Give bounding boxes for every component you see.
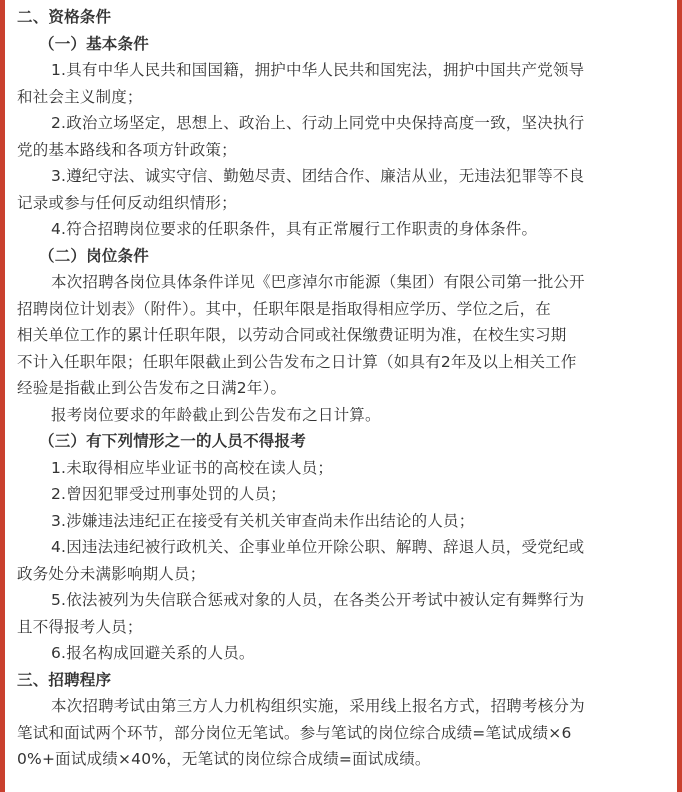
paragraph-line: 经验是指截止到公告发布之日满2年）。	[17, 379, 287, 397]
paragraph-line: 2.政治立场坚定，思想上、政治上、行动上同党中央保持高度一致，坚决执行	[51, 114, 585, 132]
subsection-heading-basic: （一）基本条件	[39, 34, 149, 53]
subsection-heading-exclusions: （三）有下列情形之一的人员不得报考	[39, 432, 306, 450]
paragraph-line: 4.因违法违纪被行政机关、企事业单位开除公职、解聘、辞退人员，受党纪或	[51, 538, 585, 556]
paragraph-line: 5.依法被列为失信联合惩戒对象的人员，在各类公开考试中被认定有舞弊行为	[51, 591, 585, 609]
paragraph-line: 记录或参与任何反动组织情形；	[17, 193, 237, 212]
paragraph-line: 1.具有中华人民共和国国籍，拥护中华人民共和国宪法，拥护中国共产党领导	[51, 61, 585, 79]
paragraph-line: 1.未取得相应毕业证书的高校在读人员；	[51, 458, 334, 477]
paragraph-line: 和社会主义制度；	[17, 87, 143, 106]
paragraph-line: 不计入任职年限；任职年限截止到公告发布之日计算（如具有2年及以上相关工作	[17, 352, 577, 371]
section-heading-qualifications: 二、资格条件	[17, 8, 112, 26]
paragraph-line: 招聘岗位计划表》（附件）。其中，任职年限是指取得相应学历、学位之后，在	[17, 299, 552, 318]
paragraph-line: 且不得报考人员；	[17, 617, 143, 636]
paragraph-line: 本次招聘各岗位具体条件详见《巴彦淖尔市能源（集团）有限公司第一批公开	[51, 273, 585, 291]
paragraph-line: 0%+面试成绩×40%，无笔试的岗位综合成绩=面试成绩。	[17, 750, 431, 768]
paragraph-line: 3.涉嫌违法违纪正在接受有关机关审查尚未作出结论的人员；	[51, 511, 475, 530]
section-heading-procedure: 三、招聘程序	[17, 670, 112, 689]
paragraph-line: 政务处分未满影响期人员；	[17, 564, 206, 583]
paragraph-line: 2.曾因犯罪受过刑事处罚的人员；	[51, 485, 286, 503]
subsection-heading-position: （二）岗位条件	[39, 246, 149, 265]
document-body	[17, 0, 665, 773]
paragraph-line: 6.报名构成回避关系的人员。	[51, 644, 255, 662]
paragraph-line: 报考岗位要求的年龄截止到公告发布之日计算。	[51, 405, 381, 424]
paragraph-line: 相关单位工作的累计任职年限，以劳动合同或社保缴费证明为准，在校生实习期	[17, 326, 567, 344]
paragraph-line: 本次招聘考试由第三方人力机构组织实施，采用线上报名方式，招聘考核分为	[51, 697, 585, 715]
paragraph-line: 4.符合招聘岗位要求的任职条件，具有正常履行工作职责的身体条件。	[51, 220, 538, 238]
paragraph-line: 笔试和面试两个环节，部分岗位无笔试。参与笔试的岗位综合成绩=笔试成绩×6	[17, 723, 572, 742]
paragraph-line: 党的基本路线和各项方针政策；	[17, 140, 237, 159]
paragraph-line: 3.遵纪守法、诚实守信、勤勉尽责、团结合作、廉洁从业，无违法犯罪等不良	[51, 167, 585, 185]
